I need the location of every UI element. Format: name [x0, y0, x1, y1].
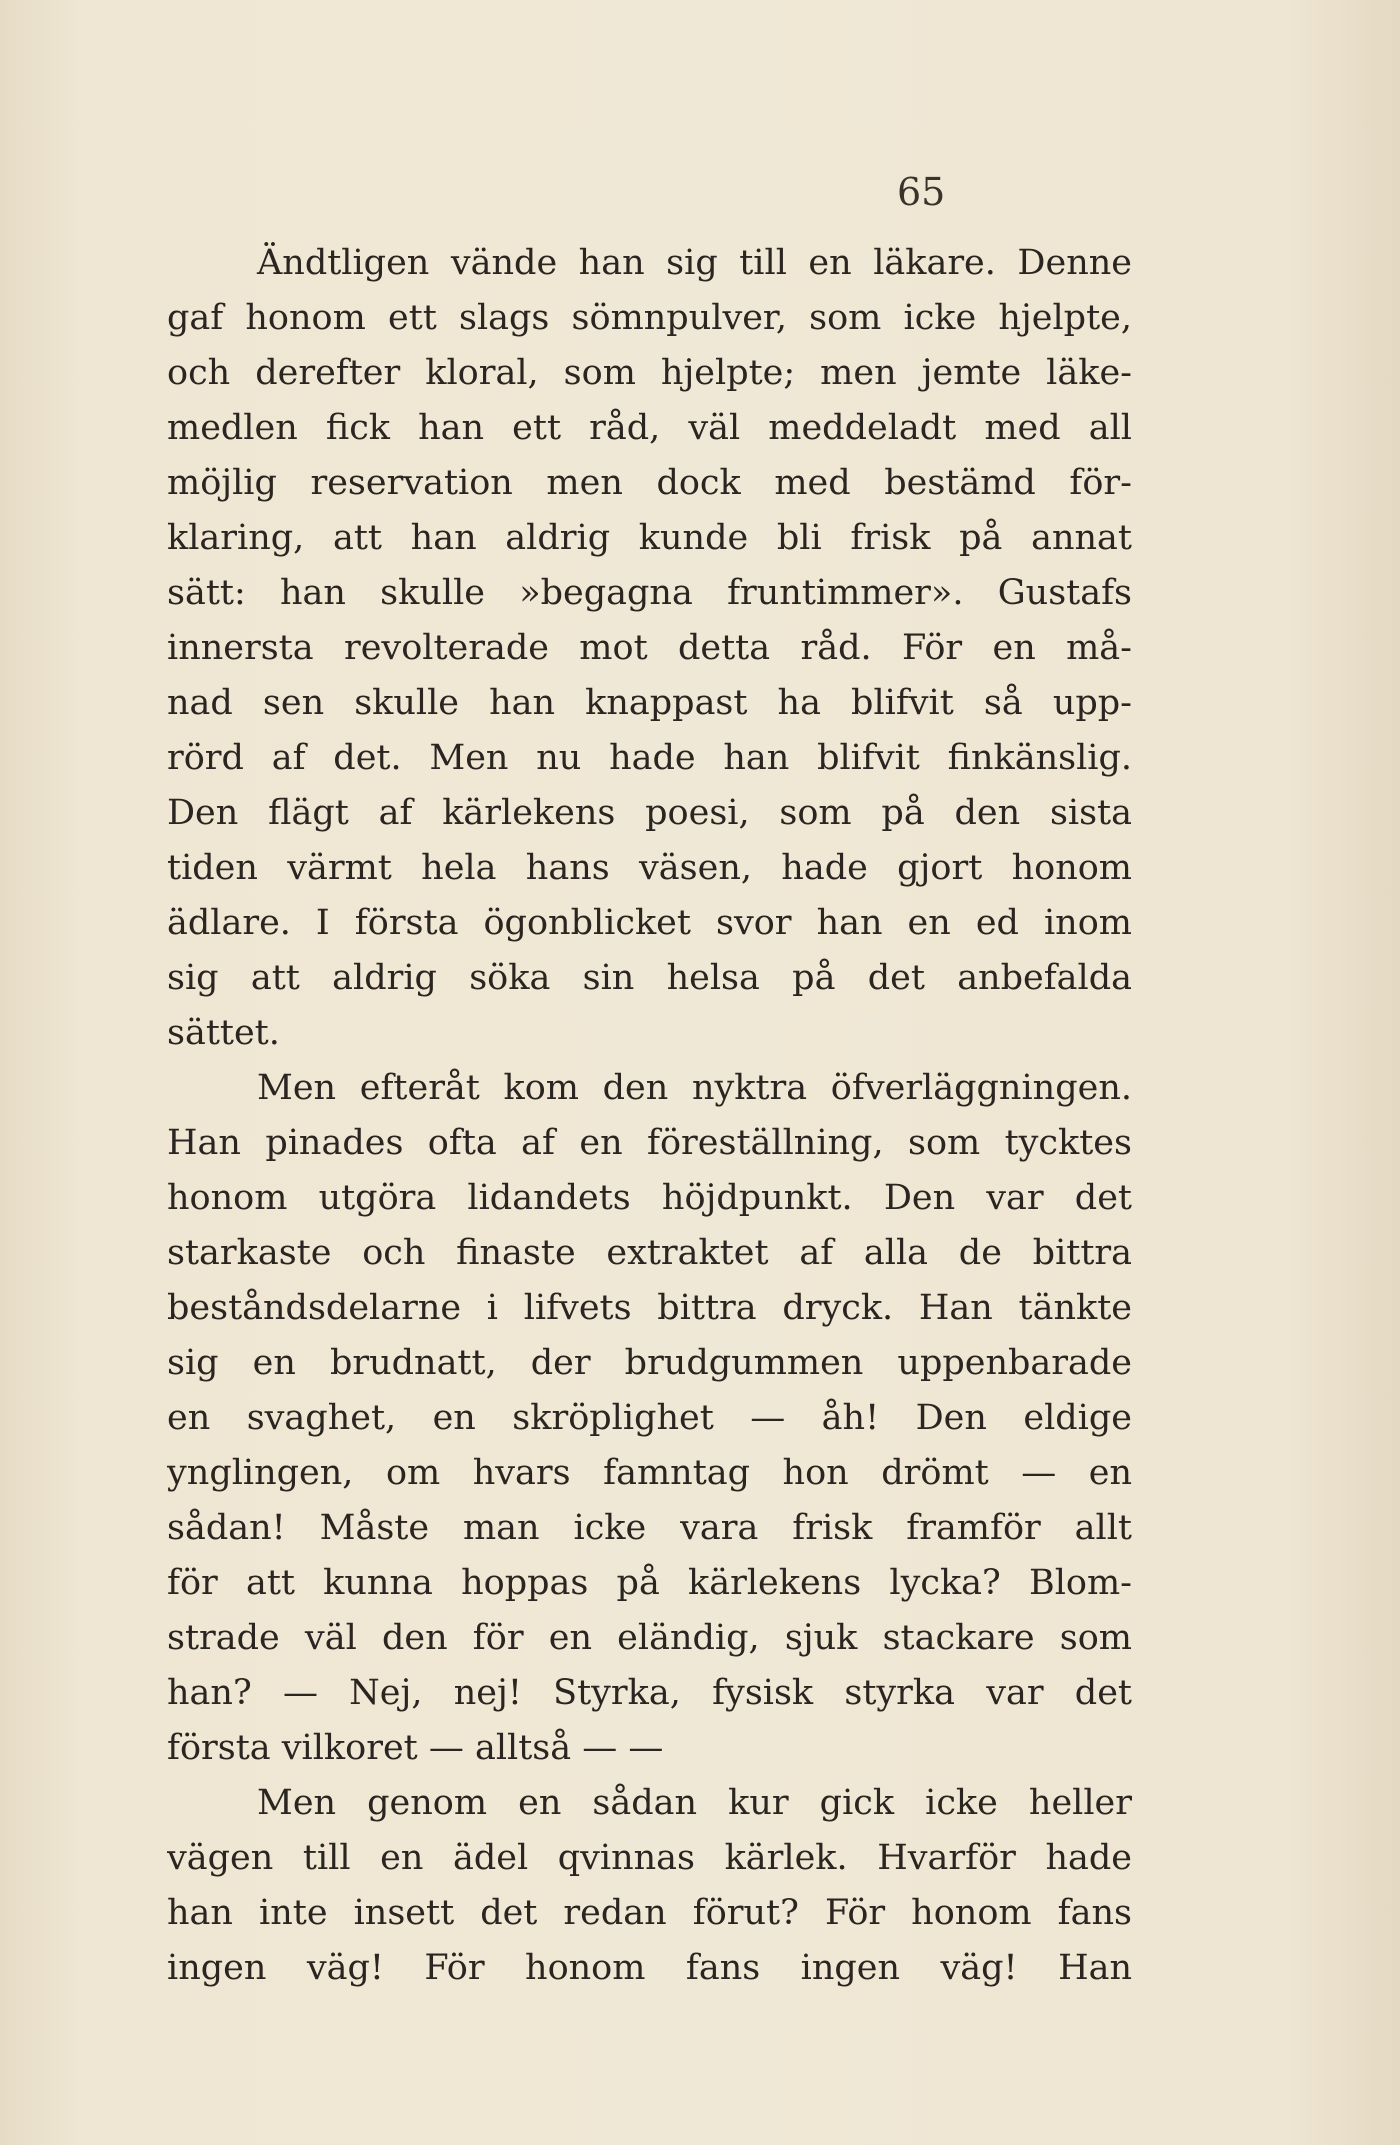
text-line: ingen väg! För honom fans ingen väg! Han — [167, 1948, 1132, 1988]
body-text — [167, 236, 1132, 1996]
text-line: han inte insett det redan förut? För honom fans — [167, 1893, 1132, 1933]
text-line: gaf honom ett slags sömnpulver, som icke hjelpte, — [167, 298, 1132, 338]
text-line: Han pinades ofta af en föreställning, som tycktes — [167, 1123, 1132, 1163]
text-line: strade väl den för en eländig, sjuk stackare som — [167, 1618, 1132, 1658]
text-line: sig en brudnatt, der brudgummen uppenbarade — [167, 1343, 1132, 1383]
page-number: 65 — [897, 170, 946, 214]
text-line: nad sen skulle han knappast ha blifvit så upp- — [167, 683, 1132, 723]
text-line: sådan! Måste man icke vara frisk framför allt — [167, 1508, 1132, 1548]
text-line: ynglingen, om hvars famntag hon drömt — en — [167, 1453, 1132, 1493]
text-line: Men genom en sådan kur gick icke heller — [257, 1783, 1132, 1823]
text-line: sättet. — [167, 1013, 280, 1053]
text-line: Ändtligen vände han sig till en läkare. Denne — [257, 243, 1132, 283]
text-line: möjlig reservation men dock med bestämd för- — [167, 463, 1132, 503]
text-line: en svaghet, en skröplighet — åh! Den eldige — [167, 1398, 1132, 1438]
text-line: Den flägt af kärlekens poesi, som på den sista — [167, 793, 1132, 833]
text-line: och derefter kloral, som hjelpte; men jemte läke- — [167, 353, 1132, 393]
text-line: sig att aldrig söka sin helsa på det anbefalda — [167, 958, 1132, 998]
text-line: för att kunna hoppas på kärlekens lycka? Blom- — [167, 1563, 1132, 1603]
text-line: han? — Nej, nej! Styrka, fysisk styrka var det — [167, 1673, 1132, 1713]
text-line: sätt: han skulle »begagna fruntimmer». Gustafs — [167, 573, 1132, 613]
text-line: ädlare. I första ögonblicket svor han en ed inom — [167, 903, 1132, 943]
text-line: första vilkoret — alltså — — — [167, 1728, 664, 1768]
text-line: klaring, att han aldrig kunde bli frisk på annat — [167, 518, 1132, 558]
text-line: vägen till en ädel qvinnas kärlek. Hvarför hade — [167, 1838, 1132, 1878]
text-line: beståndsdelarne i lifvets bittra dryck. Han tänkte — [167, 1288, 1132, 1328]
text-line: medlen fick han ett råd, väl meddeladt med all — [167, 408, 1132, 448]
text-line: rörd af det. Men nu hade han blifvit finkänslig. — [167, 738, 1132, 778]
text-line: Men efteråt kom den nyktra öfverläggningen. — [257, 1068, 1132, 1108]
text-line: honom utgöra lidandets höjdpunkt. Den var det — [167, 1178, 1132, 1218]
text-line: innersta revolterade mot detta råd. För en må- — [167, 628, 1132, 668]
text-line: starkaste och finaste extraktet af alla de bittra — [167, 1233, 1132, 1273]
text-line: tiden värmt hela hans väsen, hade gjort honom — [167, 848, 1132, 888]
